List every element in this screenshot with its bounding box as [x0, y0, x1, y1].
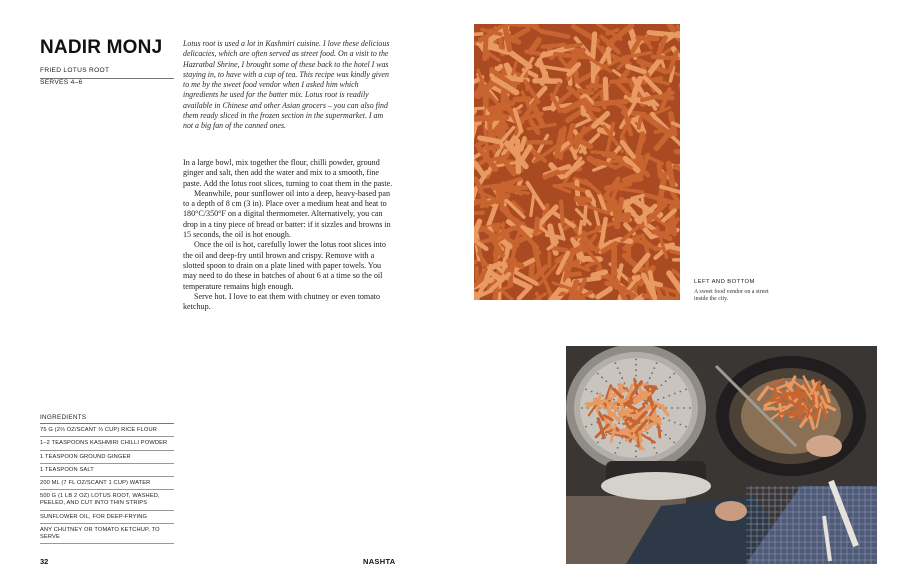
fried-lotus-texture	[474, 24, 680, 300]
vendor-hand	[806, 435, 842, 457]
vendor-scene	[566, 346, 877, 564]
ingredient-item: 500 G (1 LB 2 OZ) LOTUS ROOT, WASHED, PEELED, AND CUT INTO THIN STRIPS	[40, 490, 174, 510]
page-number: 32	[40, 557, 49, 566]
ingredient-item: 200 ML (7 FL OZ/SCANT 1 CUP) WATER	[40, 477, 174, 490]
ingredient-item: ANY CHUTNEY OR TOMATO KETCHUP, TO SERVE	[40, 524, 174, 544]
method-paragraph: In a large bowl, mix together the flour, chilli powder, ground ginger and salt, then add the water and mix to a smooth, fine paste. Add the lotus root slices, turning to coat them in the paste.	[183, 158, 393, 188]
method-paragraph: Serve hot. I love to eat them with chutney or even tomato ketchup.	[183, 291, 381, 312]
ingredient-item: 1 TEASPOON SALT	[40, 464, 174, 477]
recipe-intro: Lotus root is used a lot in Kashmiri cuisine. I love these delicious delicacies, which are often served as street food. On a visit to the Hazratbal Shrine, I brought some of these back to the hotel I was staying in, to have with a cup of tea. This recipe was kindly given to me by the sweet food vendor when I asked him which ingredients he used for the batter mix. Lotus root is readily available in Chinese and other Asian grocers – you can also find them ready sliced in the frozen section in the supermarket. I am not a big fan of the canned ones.	[183, 39, 390, 130]
method-paragraph: Once the oil is hot, carefully lower the lotus root slices into the oil and deep-fry until brown and crispy. Remove with a slotted spoon to drain on a plate lined with paper towels. You may need to do these in batches of about 6 at a time so the oil temperature remains high enough.	[183, 240, 386, 291]
caption-heading: LEFT AND BOTTOM	[694, 279, 755, 285]
ingredients-list	[40, 414, 174, 544]
ingredient-item: 1 TEASPOON GROUND GINGER	[40, 451, 174, 464]
right-page	[450, 0, 900, 588]
ingredient-item: SUNFLOWER OIL, FOR DEEP-FRYING	[40, 511, 174, 524]
fried-lotus-photo	[474, 24, 680, 300]
recipe-method	[183, 158, 393, 312]
method-paragraph: Meanwhile, pour sunflower oil into a deep, heavy-based pan to a depth of 8 cm (3 in). Place over a medium heat and heat to 180°C/350°F on a digital thermometer. Alternatively, you can drop in a tiny piece of bread or batter: if it sizzles and browns in 15 seconds, the oil is hot enough.	[183, 188, 391, 240]
ingredients-heading: INGREDIENTS	[40, 414, 174, 424]
recipe-serves: SERVES 4–6	[40, 79, 83, 86]
caption-text: A sweet food vendor on a street inside the city.	[694, 289, 769, 303]
recipe-subtitle: FRIED LOTUS ROOT	[40, 67, 174, 79]
recipe-title: NADIR MONJ	[40, 37, 163, 58]
vendor-hand	[715, 501, 747, 521]
ingredient-item: 1–2 TEASPOONS KASHMIRI CHILLI POWDER	[40, 437, 174, 450]
section-name: NASHTA	[363, 557, 396, 566]
ingredient-item: 75 G (2⅔ OZ/SCANT ⅔ CUP) RICE FLOUR	[40, 424, 174, 437]
street-vendor-photo	[566, 346, 877, 564]
